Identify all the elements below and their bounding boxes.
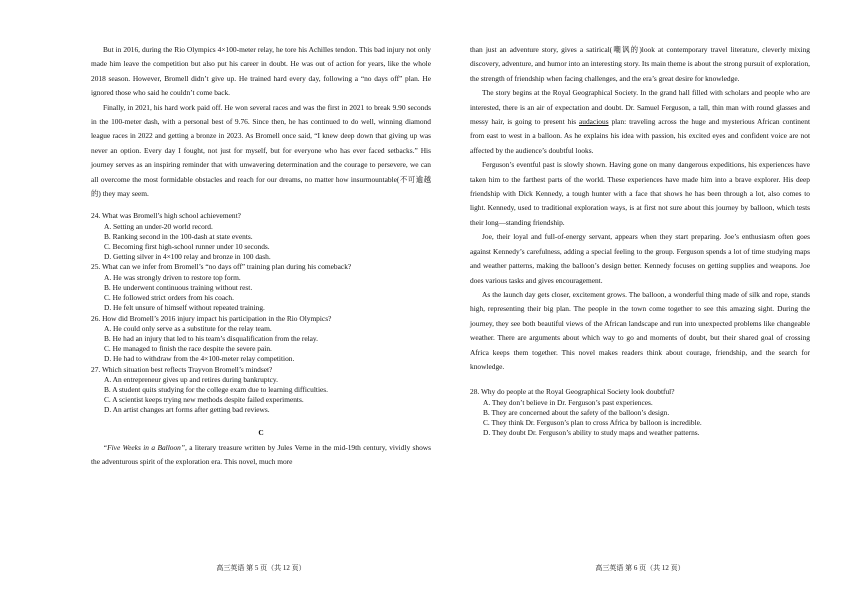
underlined-word: audacious	[579, 117, 609, 127]
question-26	[91, 314, 431, 365]
option-d: D. An artist changes art forms after getting bad reviews.	[104, 405, 270, 415]
right-column	[470, 43, 810, 438]
left-column	[91, 43, 431, 469]
option-c: C. He followed strict orders from his coach.	[104, 293, 234, 303]
option-a: A. An entrepreneur gives up and retires during bankruptcy.	[104, 374, 278, 384]
question-28	[470, 387, 810, 438]
paragraph-text: plan: traveling across the huge and mysterious African continent from east to west in a balloon. As he explains his idea with passion, his excited eyes and confident voice are not affected by the audience’s doubtful looks.	[470, 117, 810, 155]
intro-text: , a literary treasure written by Jules Verne in the mid-19th century, vividly shows the adventurous spirit of the exploration era. This novel, much more	[91, 442, 432, 466]
option-b: B. He underwent continuous training without rest.	[104, 282, 253, 292]
passage-paragraph: Ferguson’s eventful past is slowly shown. Having gone on many dangerous expeditions, his experiences have taken him to the farthest parts of the world. These experiences have made him into a brave explorer. His deep friendship with Dick Kennedy, a tough hunter with a face that shows he has been through a lot, also comes to light. Kennedy, used to traditional exploration ways, is at first not sure about this journey by balloon, which tests their long—standing friendship.	[470, 160, 810, 227]
option-b: B. A student quits studying for the college exam due to learning difficulties.	[104, 384, 329, 394]
question-25	[91, 262, 431, 313]
passage-paragraph	[470, 86, 810, 158]
passage-paragraph: Joe, their loyal and full-of-energy servant, appears when they start preparing. Joe’s enthusiasm often goes against Kennedy’s carefulness, adding a special feeling to the group. Ferguson spends a lot of time studying maps and weather patterns, making the balloon’s design better. Kennedy focuses on getting supplies and weapons. Joe does various tasks and gives encouragement.	[470, 232, 810, 285]
option-c: C. They think Dr. Ferguson’s plan to cross Africa by balloon is incredible.	[483, 417, 702, 427]
passage-paragraph: than just an adventure story, gives a satirical(嘲讽的)look at contemporary travel literature, cleverly mixing discovery, adventure, and humor into an interesting story. Its main theme is about the strong pursuit of exploration, the strength of friendship when facing challenges, and the era’s great desire for knowledge.	[470, 45, 810, 83]
option-a: A. He was strongly driven to restore top form.	[104, 272, 241, 282]
question-stem: 28. Why do people at the Royal Geographical Society look doubtful?	[470, 387, 675, 397]
question-stem: 25. What can we infer from Bromell’s “no days off” training plan during his comeback?	[91, 262, 352, 272]
passage-paragraph	[91, 441, 431, 470]
section-heading: C	[258, 427, 264, 437]
option-d: D. They doubt Dr. Ferguson’s ability to study maps and weather patterns.	[483, 428, 700, 438]
page-footer-right: 高三英语 第 6 页（共 12 页）	[595, 564, 685, 572]
option-c: C. He managed to finish the race despite the severe pain.	[104, 344, 272, 354]
option-d: D. Getting silver in 4×100 relay and bronze in 100 dash.	[104, 252, 271, 262]
option-b: B. He had an injury that led to his team’s disqualification from the relay.	[104, 333, 318, 343]
option-b: B. Ranking second in the 100-dash at state events.	[104, 231, 253, 241]
option-d: D. He had to withdraw from the 4×100-meter relay competition.	[104, 354, 295, 364]
question-27	[91, 365, 431, 416]
question-24	[91, 211, 431, 262]
passage-paragraph: As the launch day gets closer, excitement grows. The balloon, a wonderful thing made of silk and rope, stands high, representing their big plan. The people in the town come together to see this amazing sight. During the journey, they see both beautiful views of the African landscape and run into unexpected problems like changeable weather. There are arguments about which way to go and moments of doubt, but their shared goal of crossing Africa keeps them together. This novel makes readers think about courage, friendship, and the search for knowledge.	[470, 289, 810, 371]
book-title: “Five Weeks in a Balloon”	[103, 442, 185, 452]
option-a: A. Setting an under-20 world record.	[104, 221, 213, 231]
question-stem: 24. What was Bromell’s high school achievement?	[91, 211, 241, 221]
option-a: A. He could only serve as a substitute for the relay team.	[104, 323, 272, 333]
option-b: B. They are concerned about the safety of the balloon’s design.	[483, 407, 670, 417]
option-d: D. He felt unsure of himself without repeated training.	[104, 303, 265, 313]
question-stem: 26. How did Bromell’s 2016 injury impact his participation in the Rio Olympics?	[91, 313, 332, 323]
option-c: C. A scientist keeps trying new methods despite failed experiments.	[104, 395, 304, 405]
question-stem: 27. Which situation best reflects Trayvon Bromell’s mindset?	[91, 364, 273, 374]
page-footer-left: 高三英语 第 5 页（共 12 页）	[216, 564, 306, 572]
paragraph-text: The story begins at the Royal Geographical Society. In the grand hall filled with scholars and people who are interested, there is an air of expectation and doubt. Dr. Samuel Ferguson, a tall, thin man with round glasses and messy hair, is going to present his	[470, 88, 810, 127]
option-a: A. They don’t believe in Dr. Ferguson’s past experiences.	[483, 397, 653, 407]
option-c: C. Becoming first high-school runner under 10 seconds.	[104, 242, 270, 252]
question-list	[91, 211, 431, 415]
passage-paragraph: Finally, in 2021, his hard work paid off. He won several races and was the first in 2021 to break 9.90 seconds in the 100-meter dash, with a personal best of 9.76. Since then, he has continued to do well, winning diamond league races in 2022 and getting a bronze in 2023. As Bromell once said, “I knew deep down that giving up was never an option. Every day I fought, not just for myself, but for everyone who has ever faced setbacks.” His journey serves as an inspiring reminder that with unwavering determination and the courage to persevere, we can all overcome the most formidable obstacles and reach for our dreams, no matter how insurmountable(不可逾越的) they may seem.	[91, 102, 431, 199]
passage-paragraph: But in 2016, during the Rio Olympics 4×100-meter relay, he tore his Achilles tendon. This bad injury not only made him leave the competition but also put his career in doubt. He was out of action for years, like the whole 2018 season. However, Bromell didn’t give up. He trained hard every day, following a “no days off” plan. He ignored those who said he couldn’t come back.	[91, 45, 431, 98]
